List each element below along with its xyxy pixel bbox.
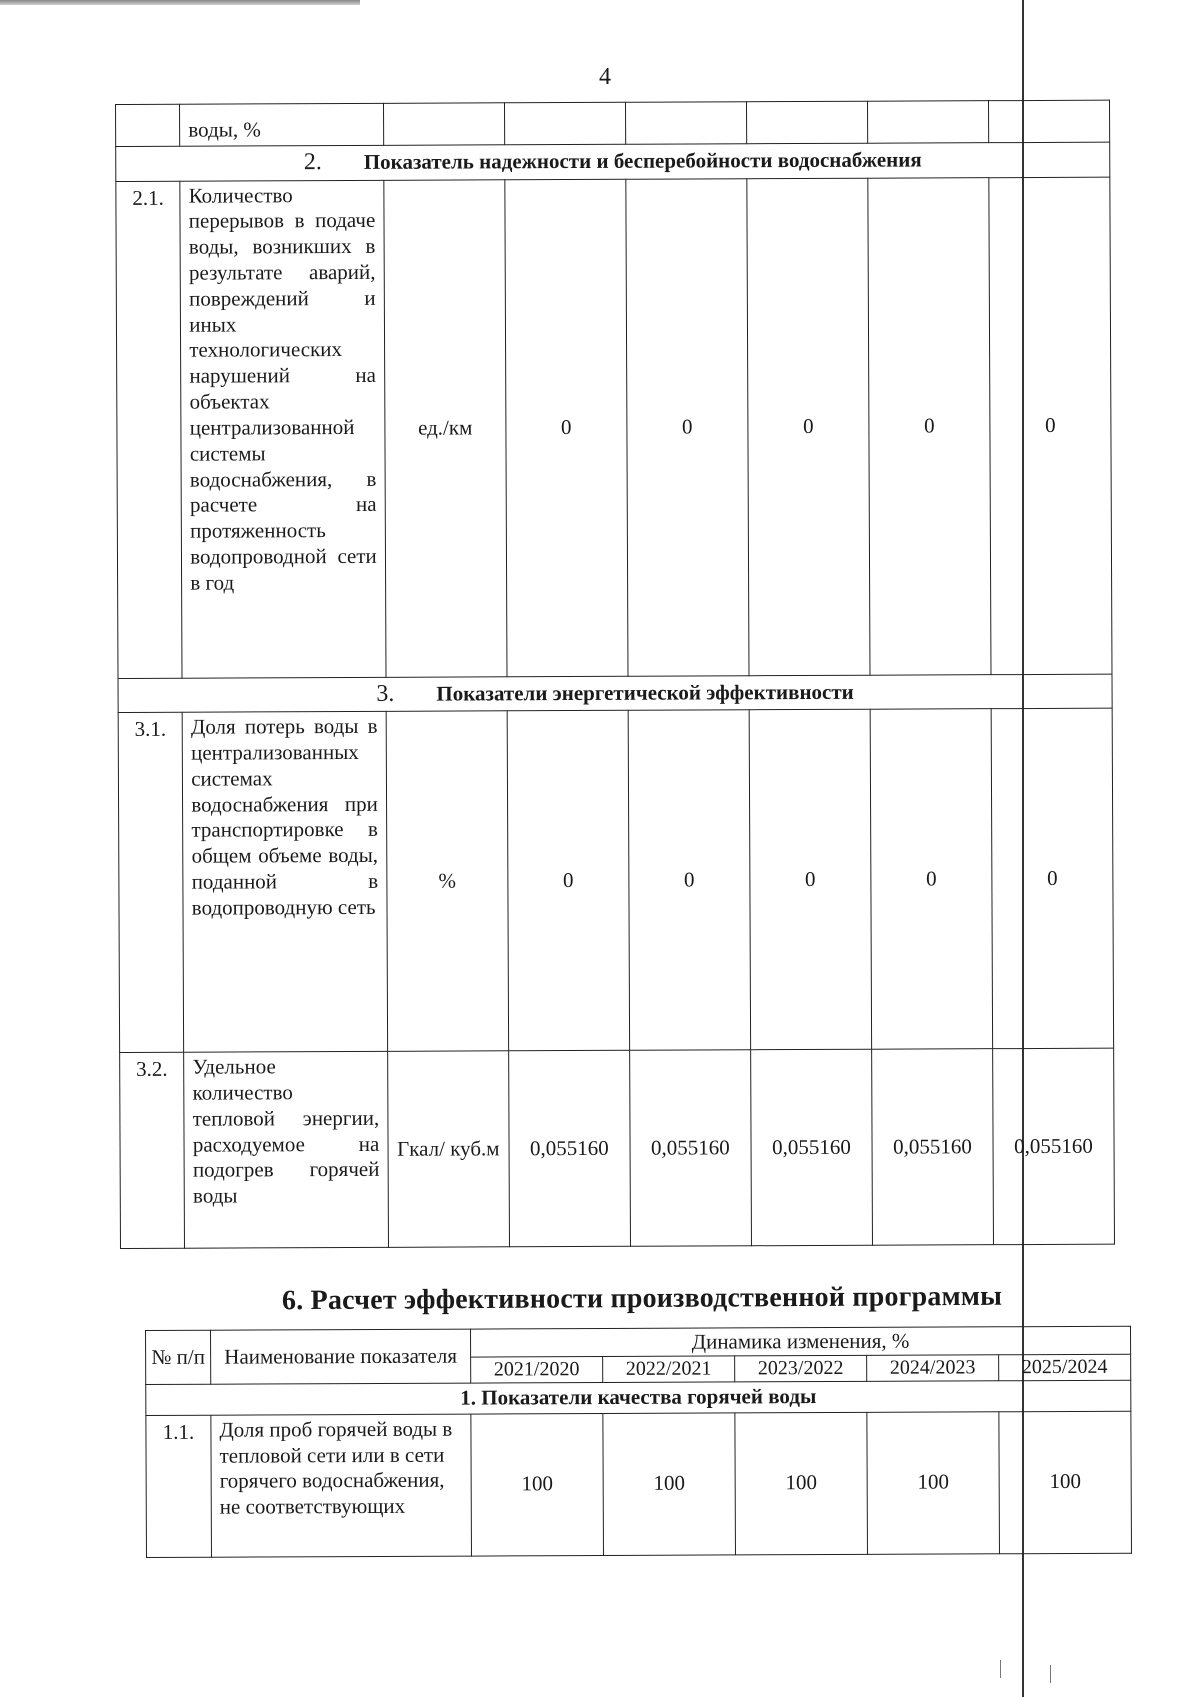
header-dynamics: Динамика изменения, % (470, 1326, 1130, 1357)
carry-over-unit-cell (383, 103, 504, 146)
value-cell: 0 (868, 177, 991, 675)
value-cell: 0 (626, 178, 749, 676)
unit-cell: ед./км (384, 179, 507, 677)
value-cell: 0 (747, 178, 870, 676)
page-number: 4 (599, 64, 611, 90)
value-cell: 0 (628, 710, 751, 1051)
scan-artifact-tick (1050, 1665, 1051, 1683)
header-row-1 (146, 1326, 1131, 1358)
section-row-2 (116, 142, 1110, 181)
header-period: 2025/2024 (999, 1354, 1131, 1381)
row-number: 2.1. (116, 181, 182, 678)
table-row-1-1 (146, 1411, 1132, 1557)
value-cell: 100 (603, 1413, 736, 1556)
value-cell: 0,055160 (993, 1048, 1115, 1245)
scan-artifact-top (0, 0, 360, 5)
table-row-3-2 (120, 1048, 1115, 1248)
value-cell: 100 (867, 1412, 1000, 1555)
row-number: 1.1. (146, 1415, 212, 1557)
indicator-name: Доля потерь воды в централизованных системах водоснабжения при транспортировке в общем объеме воды, поданной в водопроводную сеть (182, 711, 387, 1052)
value-cell: 0,055160 (629, 1050, 751, 1247)
value-cell: 0 (991, 708, 1114, 1049)
row-number: 3.1. (118, 712, 184, 1052)
section-heading: 1. Показатели качества горячей воды (146, 1380, 1131, 1415)
carry-over-value-cell (867, 101, 988, 144)
value-cell: 0,055160 (872, 1049, 994, 1246)
value-cell: 0 (870, 709, 993, 1050)
indicator-name: Доля проб горячей воды в тепловой сети или в сети горячего водоснабжения, не соответствующих (211, 1414, 472, 1557)
unit-cell: % (386, 711, 509, 1052)
value-cell: 100 (471, 1413, 604, 1556)
value-cell: 100 (999, 1411, 1132, 1554)
section-number: 2. (303, 149, 322, 176)
carry-over-value-cell (504, 102, 625, 145)
carry-over-name-cell: воды, % (180, 103, 384, 146)
carry-over-num-cell (116, 104, 180, 146)
section-row-3 (118, 674, 1112, 713)
section-heading (116, 142, 1110, 181)
header-period: 2023/2022 (735, 1355, 867, 1382)
carry-over-value-cell (988, 100, 1109, 143)
indicators-table (115, 100, 1115, 1249)
carry-over-row (116, 100, 1110, 146)
unit-cell: Гкал/ куб.м (387, 1051, 509, 1248)
header-num: № п/п (146, 1330, 211, 1384)
header-period: 2021/2020 (471, 1357, 603, 1384)
value-cell: 0 (989, 177, 1112, 675)
carry-over-value-cell (625, 102, 746, 145)
header-period: 2024/2023 (867, 1355, 999, 1382)
indicator-name: Количество перерывов в подаче воды, возникших в результате аварий, повреждений и иных технологических нарушений на объектах централизованной системы водоснабжения, в расчете на протяженность водопроводной сети в год (180, 180, 386, 678)
carry-over-value-cell (746, 101, 867, 144)
value-cell: 0,055160 (508, 1050, 630, 1247)
section-title: Показатели энергетической эффективности (436, 679, 854, 706)
row-number: 3.2. (120, 1052, 185, 1248)
section-row-1 (146, 1380, 1131, 1415)
section-title: Показатель надежности и бесперебойности водоснабжения (363, 147, 922, 174)
value-cell: 0,055160 (750, 1049, 872, 1246)
section-number: 3. (376, 680, 395, 707)
value-cell: 100 (735, 1412, 868, 1555)
header-name: Наименование показателя (211, 1329, 471, 1384)
value-cell: 0 (749, 709, 872, 1050)
scan-artifact-tick (1000, 1660, 1001, 1678)
value-cell: 0 (507, 710, 630, 1051)
table-row-3-1 (118, 708, 1113, 1052)
section-6-heading: 6. Расчет эффективности производственной программы (281, 1280, 1003, 1317)
header-period: 2022/2021 (603, 1356, 735, 1383)
table-row-2-1 (116, 177, 1112, 678)
indicator-name: Удельное количество тепловой энергии, расходуемое на подогрев горячей воды (184, 1051, 388, 1248)
value-cell: 0 (505, 179, 628, 677)
section-heading (118, 674, 1112, 713)
efficiency-table (145, 1326, 1132, 1558)
